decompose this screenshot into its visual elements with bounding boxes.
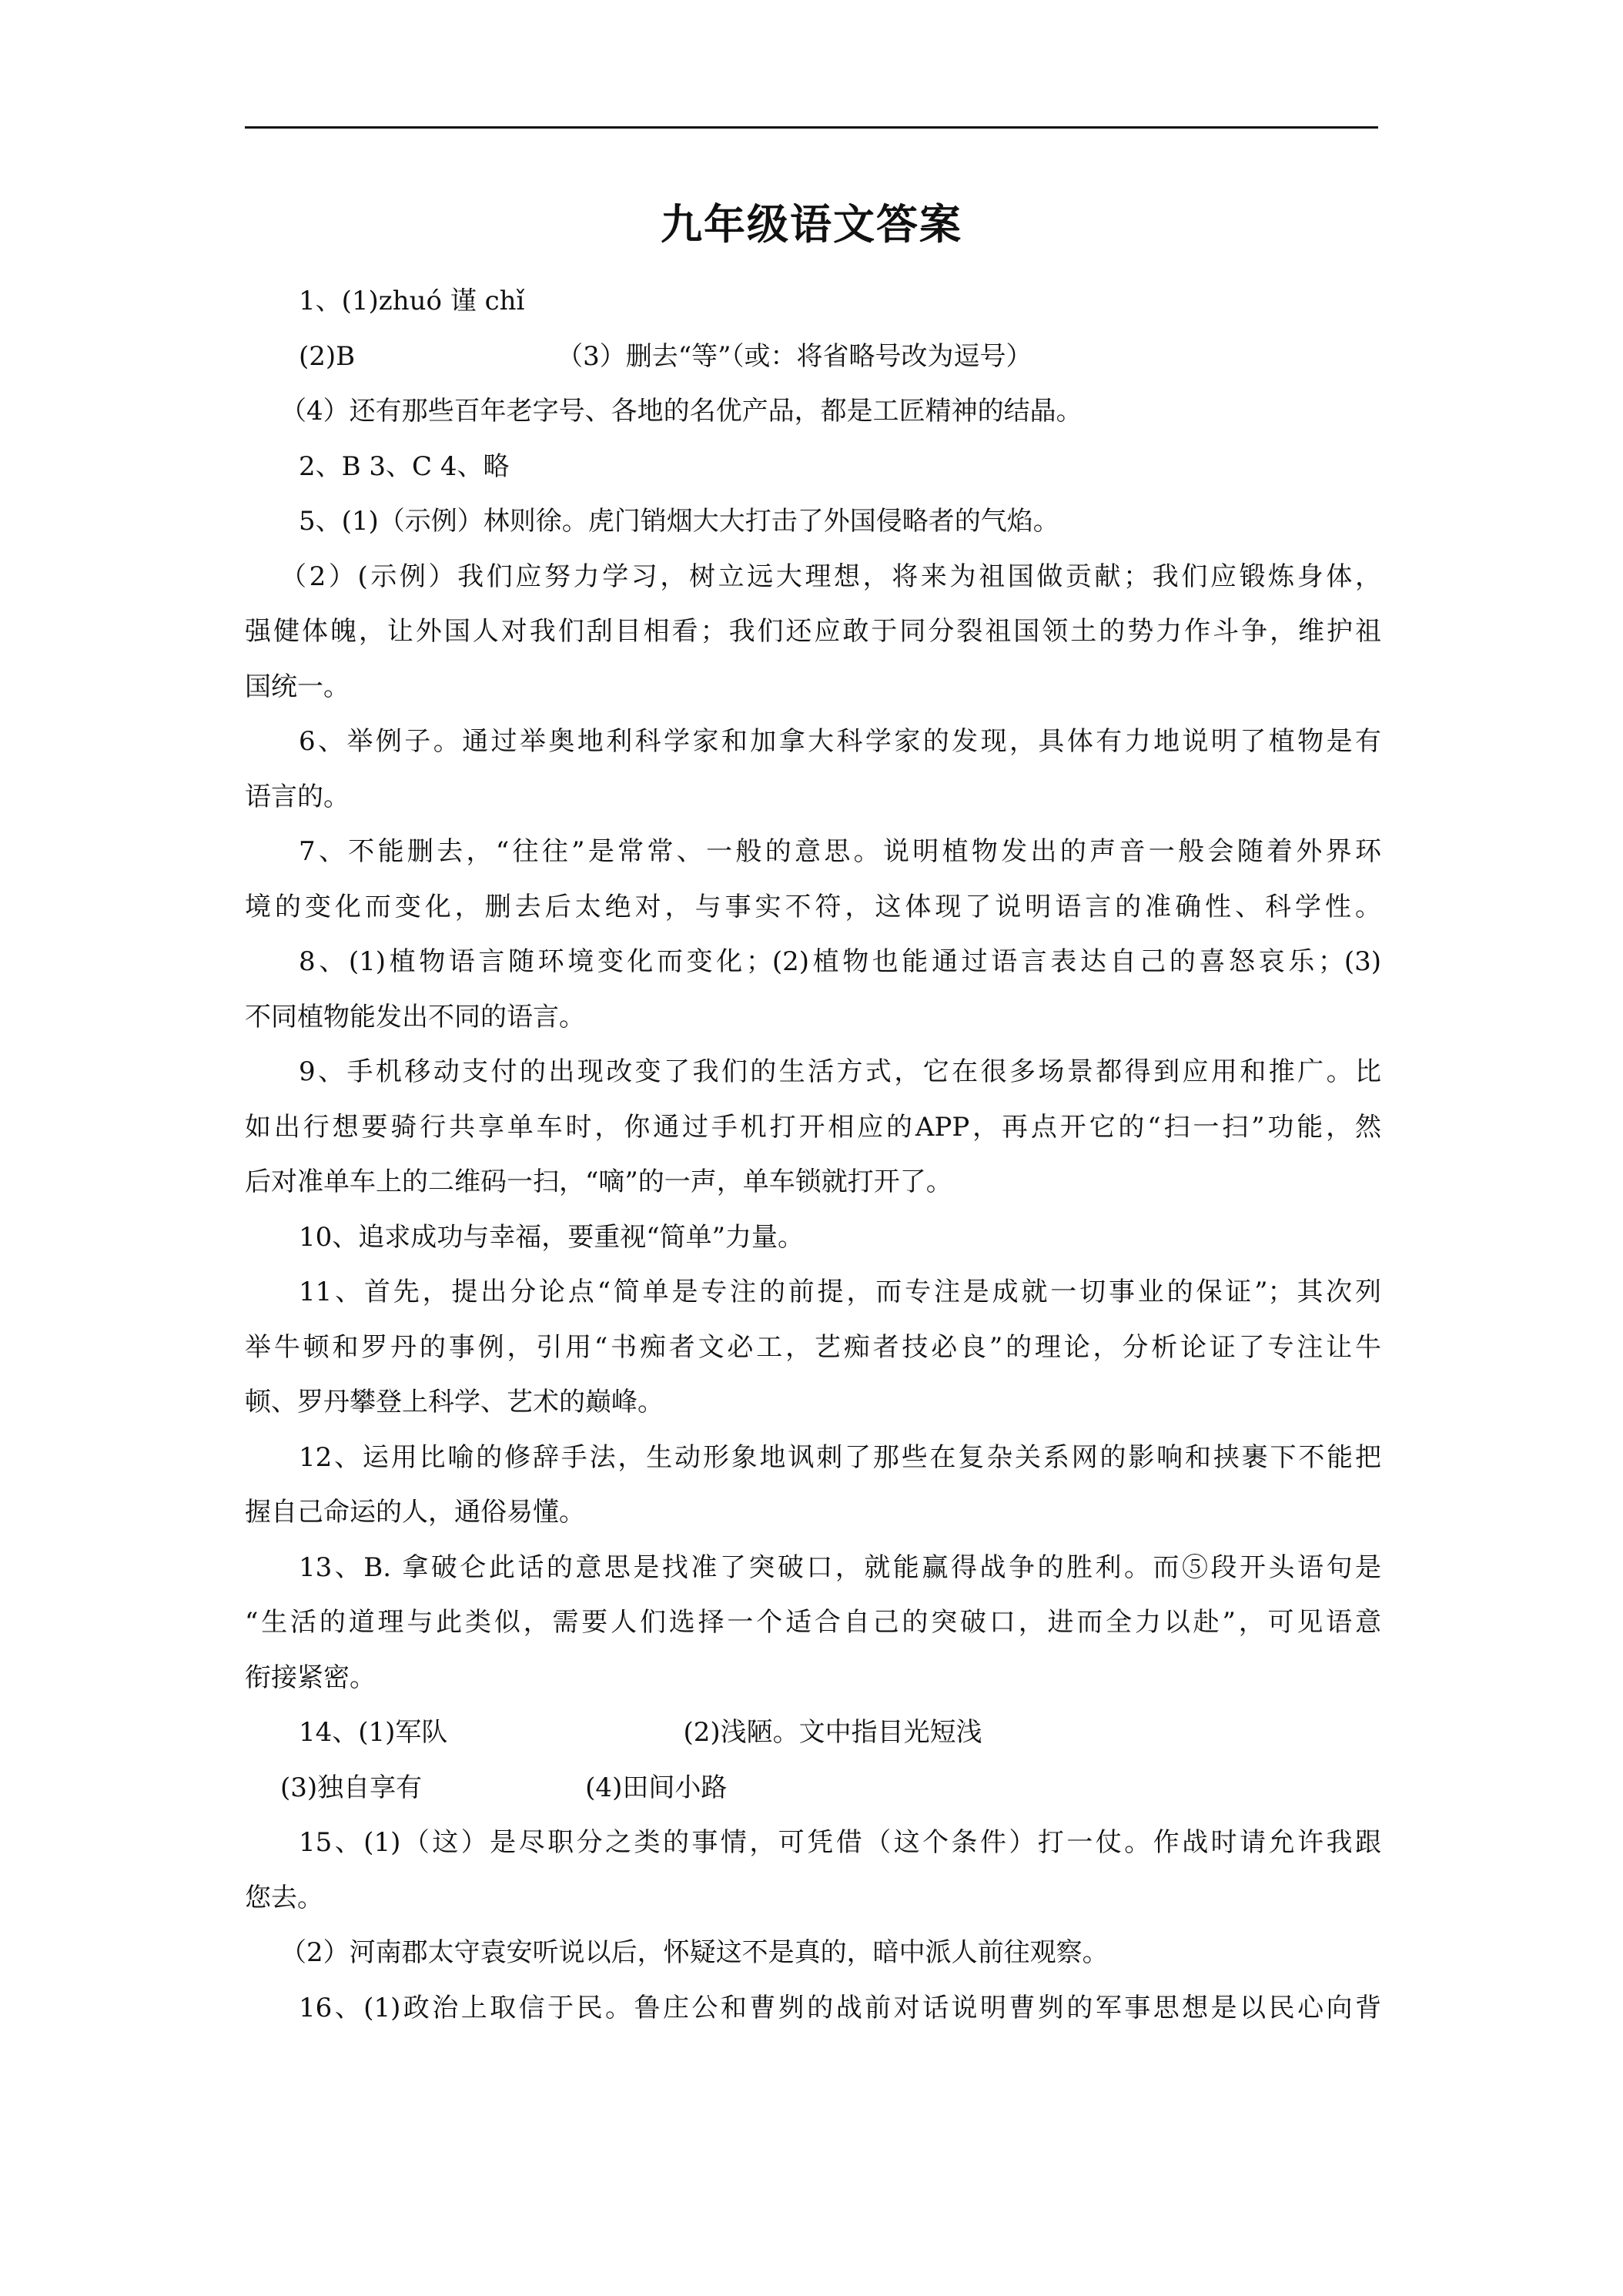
answer-line: 15、(1)（这）是尽职分之类的事情，可凭借（这个条件）打一仗。作战时请允许我跟	[299, 1827, 1381, 1858]
answer-line: 不同植物能发出不同的语言。	[245, 1001, 585, 1033]
answer-line: 语言的。	[245, 781, 350, 812]
answer-line: 后对准单车上的二维码一扫，“嘀”的一声，单车锁就打开了。	[245, 1166, 952, 1197]
answer-line: 境的变化而变化，删去后太绝对，与事实不符，这体现了说明语言的准确性、科学性。	[245, 891, 1381, 922]
answer-line: “生活的道理与此类似，需要人们选择一个适合自己的突破口，进而全力以赴”，可见语意	[245, 1607, 1381, 1638]
answer-line: 6、举例子。通过举奥地利科学家和加拿大科学家的发现，具体有力地说明了植物是有	[299, 726, 1381, 757]
answer-line: 10、追求成功与幸福，要重视“简单”力量。	[299, 1221, 805, 1253]
answer-line: 2、B 3、C 4、略	[299, 450, 510, 482]
answer-line: 衔接紧密。	[245, 1662, 376, 1693]
answer-line: 11、首先，提出分论点“简单是专注的前提，而专注是成就一切事业的保证”；其次列	[299, 1277, 1381, 1307]
answer-line: 9、手机移动支付的出现改变了我们的生活方式，它在很多场景都得到应用和推广。比	[299, 1056, 1381, 1087]
answer-line: 强健体魄，让外国人对我们刮目相看；我们还应敢于同分裂祖国领土的势力作斗争，维护祖	[245, 616, 1381, 647]
answer-line: 1、(1)zhuó 谨 chǐ	[299, 286, 525, 316]
answer-line	[245, 1761, 1381, 1816]
answer-line-part: 14、(1)军队	[299, 1717, 448, 1748]
answer-line: 13、B. 拿破仑此话的意思是找准了突破口，就能赢得战争的胜利。而⑤段开头语句是	[299, 1551, 1381, 1583]
answer-line: 顿、罗丹攀登上科学、艺术的巅峰。	[245, 1387, 664, 1417]
page-title: 九年级语文答案	[661, 200, 962, 249]
answer-line: 12、运用比喻的修辞手法，生动形象地讽刺了那些在复杂关系网的影响和挟裹下不能把	[299, 1441, 1381, 1473]
answer-line-part: (3)独自享有	[280, 1772, 423, 1803]
answer-line: 握自己命运的人，通俗易懂。	[245, 1497, 585, 1528]
answer-line	[245, 330, 1381, 385]
answer-line-part: （3）删去“等”（或：将省略号改为逗号）	[557, 340, 1032, 372]
answer-line-part: (4)田间小路	[585, 1772, 728, 1803]
answer-line: （2）河南郡太守袁安听说以后，怀疑这不是真的，暗中派人前往观察。	[280, 1937, 1109, 1968]
answer-line-part: (2)B	[299, 340, 356, 372]
answer-line: 7、不能删去，“往往”是常常、一般的意思。说明植物发出的声音一般会随着外界环	[299, 836, 1381, 867]
answer-line-part: (2)浅陋。文中指目光短浅	[683, 1717, 982, 1748]
answer-line: 16、(1)政治上取信于民。鲁庄公和曹刿的战前对话说明曹刿的军事思想是以民心向背	[299, 1992, 1381, 2023]
answer-line: （4）还有那些百年老字号、各地的名优产品，都是工匠精神的结晶。	[280, 396, 1083, 427]
answer-line: 您去。	[245, 1882, 323, 1913]
answer-line: 8、(1)植物语言随环境变化而变化；(2)植物也能通过语言表达自己的喜怒哀乐；(3)	[299, 946, 1381, 977]
answer-line: 举牛顿和罗丹的事例，引用“书痴者文必工，艺痴者技必良”的理论，分析论证了专注让牛	[245, 1331, 1381, 1363]
answer-line: 5、(1)（示例）林则徐。虎门销烟大大打击了外国侵略者的气焰。	[299, 506, 1059, 537]
answer-body	[245, 274, 1381, 2036]
answer-line: （2）(示例）我们应努力学习，树立远大理想，将来为祖国做贡献；我们应锻炼身体，	[280, 561, 1381, 592]
answer-line: 如出行想要骑行共享单车时，你通过手机打开相应的APP，再点开它的“扫一扫”功能，然	[245, 1111, 1381, 1143]
header-rule	[245, 126, 1378, 129]
answer-line	[245, 1705, 1381, 1761]
answer-line: 国统一。	[245, 671, 350, 702]
